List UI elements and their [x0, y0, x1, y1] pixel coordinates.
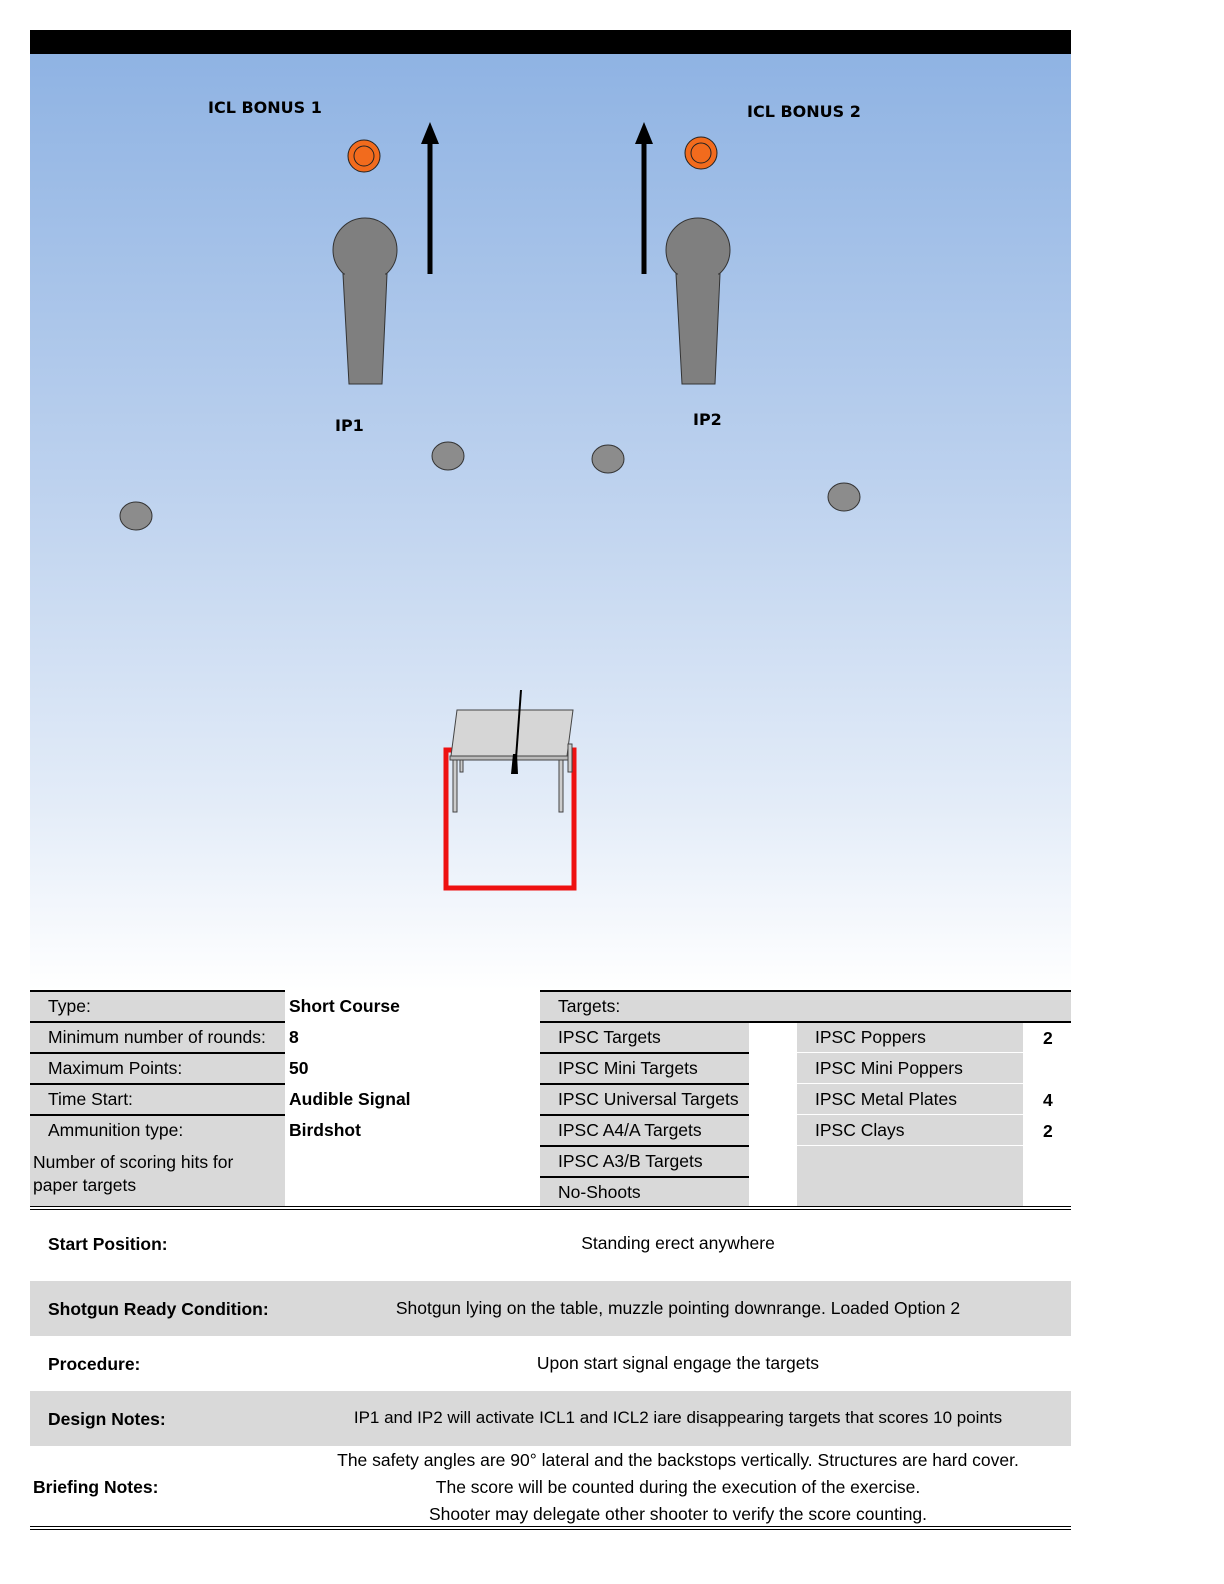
- metal-plate-target: [592, 445, 624, 473]
- min-rounds-value: 8: [289, 1027, 299, 1047]
- target-type-item: IPSC Universal Targets: [558, 1089, 739, 1109]
- icl-bonus-2-target: [685, 137, 717, 169]
- shooting-box: [446, 750, 574, 888]
- ammo-value: Birdshot: [289, 1120, 361, 1140]
- time-start-value: Audible Signal: [289, 1089, 411, 1109]
- metal-plate-target: [120, 502, 152, 530]
- ip2-label: IP2: [693, 410, 722, 429]
- target-count: 4: [1043, 1090, 1053, 1110]
- procedure-value: Upon start signal engage the targets: [536, 1353, 820, 1373]
- briefing-notes-label: Briefing Notes:: [33, 1477, 159, 1497]
- design-notes-value: IP1 and IP2 will activate ICL1 and ICL2 iare disappearing targets that scores 10 points: [353, 1408, 1003, 1427]
- metal-plate-target: [432, 442, 464, 470]
- max-points-label: Maximum Points:: [48, 1058, 183, 1078]
- scoring-hits-label: paper targets: [33, 1175, 137, 1195]
- target-type-item: IPSC Mini Poppers: [815, 1058, 963, 1078]
- start-position-value: Standing erect anywhere: [581, 1233, 775, 1253]
- popper-ip1: [333, 218, 397, 384]
- target-count: 2: [1043, 1121, 1053, 1141]
- arrow-up-icon: [635, 122, 653, 274]
- icl-bonus-1-target: [348, 140, 380, 172]
- metal-plate-target: [828, 483, 860, 511]
- target-type-item: IPSC Clays: [815, 1120, 905, 1140]
- ready-condition-label: Shotgun Ready Condition:: [48, 1299, 269, 1319]
- type-label: Type:: [48, 996, 91, 1016]
- procedure-label: Procedure:: [48, 1354, 141, 1374]
- briefing-line: Shooter may delegate other shooter to verify the score counting.: [428, 1504, 928, 1524]
- targets-label: Targets:: [558, 996, 621, 1016]
- target-type-item: No-Shoots: [558, 1182, 641, 1202]
- start-position-label: Start Position:: [48, 1234, 168, 1254]
- target-count: 2: [1043, 1028, 1053, 1048]
- briefing-line: The score will be counted during the execution of the exercise.: [435, 1477, 921, 1497]
- target-type-item: IPSC Metal Plates: [815, 1089, 957, 1109]
- target-type-item: IPSC Targets: [558, 1027, 661, 1047]
- target-type-item: IPSC Poppers: [815, 1027, 926, 1047]
- time-start-label: Time Start:: [48, 1089, 133, 1109]
- table-with-shotgun: [450, 690, 573, 812]
- icl-bonus-1-label: ICL BONUS 1: [208, 98, 322, 117]
- icl-bonus-2-label: ICL BONUS 2: [747, 102, 861, 121]
- ip1-label: IP1: [335, 416, 364, 435]
- design-notes-label: Design Notes:: [48, 1409, 166, 1429]
- target-type-item: IPSC Mini Targets: [558, 1058, 698, 1078]
- max-points-value: 50: [289, 1058, 309, 1078]
- target-type-item: IPSC A4/A Targets: [558, 1120, 702, 1140]
- target-type-item: IPSC A3/B Targets: [558, 1151, 703, 1171]
- stage-header-bar: [30, 30, 1071, 54]
- briefing-line: The safety angles are 90° lateral and the backstops vertically. Structures are hard cover.: [337, 1450, 1019, 1470]
- popper-ip2: [666, 218, 730, 384]
- ammo-label: Ammunition type:: [48, 1120, 184, 1140]
- type-value: Short Course: [289, 996, 400, 1016]
- min-rounds-label: Minimum number of rounds:: [48, 1027, 266, 1047]
- stage-diagram: [30, 54, 1071, 990]
- ready-condition-value: Shotgun lying on the table, muzzle pointing downrange. Loaded Option 2: [395, 1298, 961, 1318]
- arrow-up-icon: [421, 122, 439, 274]
- scoring-hits-label: Number of scoring hits for: [33, 1152, 234, 1172]
